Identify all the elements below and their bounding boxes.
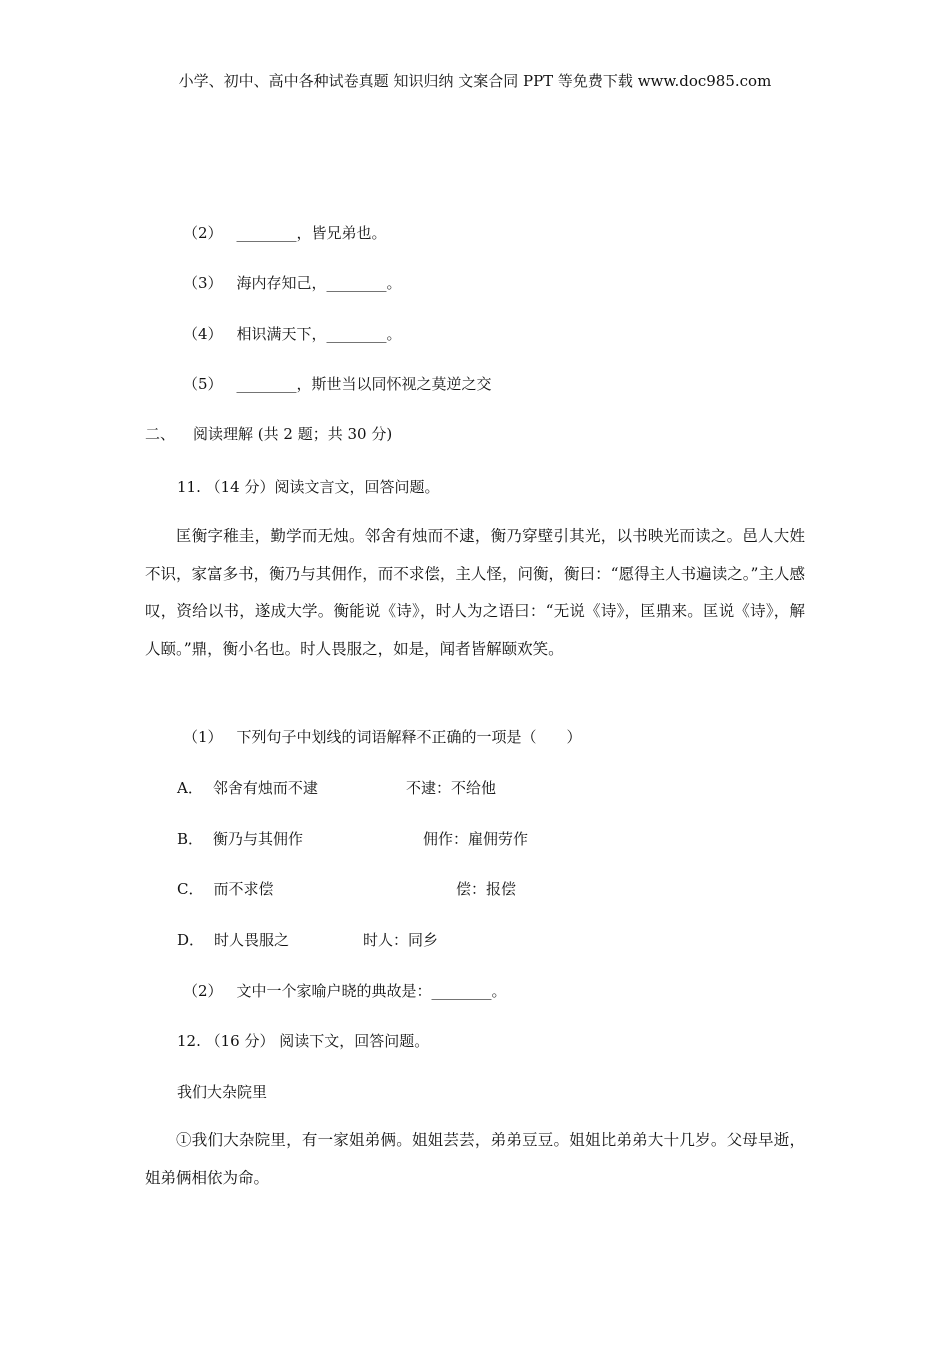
page-header: 小学、初中、高中各种试卷真题 知识归纳 文案合同 PPT 等免费下载 www.doc985.com — [178, 72, 772, 90]
option-b[interactable] — [177, 828, 303, 849]
option-letter: C． — [177, 880, 204, 898]
item-text: ________，皆兄弟也。 — [236, 224, 387, 242]
item-text: ________，斯世当以同怀视之莫逆之交 — [236, 375, 492, 393]
sub-number: （2） — [183, 982, 223, 1000]
option-a-gloss: 不逮：不给他 — [406, 779, 497, 797]
fill-item-2 — [183, 222, 387, 243]
sub-text: 文中一个家喻户晓的典故是：________。 — [236, 982, 507, 1000]
option-letter: D． — [177, 931, 205, 949]
section-title: 阅读理解 (共 2 题；共 30 分) — [193, 425, 393, 443]
passage-paragraph-1: ①我们大杂院里，有一家姐弟俩。姐姐芸芸，弟弟豆豆。姐姐比弟弟大十几岁。父母早逝，姐弟俩相依为命。 — [145, 1131, 805, 1187]
option-a[interactable] — [177, 777, 318, 798]
section-number: 二、 — [145, 425, 176, 443]
sub-number: （1） — [183, 728, 223, 746]
option-d-gloss: 时人：同乡 — [363, 931, 439, 949]
item-number: （4） — [183, 325, 223, 343]
option-b-gloss: 佣作：雇佣劳作 — [423, 830, 529, 848]
option-sentence: 而不求偿 — [213, 880, 274, 898]
item-number: （3） — [183, 274, 223, 292]
fill-item-3 — [183, 272, 402, 293]
option-sentence: 邻舍有烛而不逮 — [212, 779, 318, 797]
fill-item-4 — [183, 323, 402, 344]
item-number: （2） — [183, 224, 223, 242]
item-text: 海内存知己，________。 — [236, 274, 402, 292]
question-11-header: 11. （14 分）阅读文言文，回答问题。 — [177, 478, 440, 496]
sub-text: 下列句子中划线的词语解释不正确的一项是（ ） — [236, 728, 582, 746]
section-heading — [145, 423, 392, 444]
item-text: 相识满天下，________。 — [236, 325, 402, 343]
q11-sub-question-2 — [183, 980, 507, 1001]
option-sentence: 衡乃与其佣作 — [213, 830, 304, 848]
question-12-header: 12. （16 分） 阅读下文，回答问题。 — [177, 1032, 430, 1050]
option-letter: B． — [177, 830, 204, 848]
classical-passage: 匡衡字稚圭，勤学而无烛。邻舍有烛而不逮，衡乃穿壁引其光，以书映光而读之。邑人大姓不识，家富多书，衡乃与其佣作，而不求偿，主人怪，问衡，衡曰：“愿得主人书遍读之。”主人感叹，资给以书，遂成大学。衡能说《诗》，时人为之语曰：“无说《诗》，匡鼎来。匡说《诗》，解人颐。”鼎，衡小名也。时人畏服之，如是，闻者皆解颐欢笑。 — [145, 527, 805, 658]
option-letter: A． — [177, 779, 203, 797]
q11-sub-question-1 — [183, 726, 582, 747]
item-number: （5） — [183, 375, 223, 393]
passage-title: 我们大杂院里 — [177, 1083, 268, 1101]
fill-item-5 — [183, 373, 492, 394]
option-d[interactable] — [177, 929, 289, 950]
option-sentence: 时人畏服之 — [214, 931, 290, 949]
option-c-gloss: 偿：报偿 — [456, 880, 517, 898]
option-c[interactable] — [177, 878, 274, 899]
